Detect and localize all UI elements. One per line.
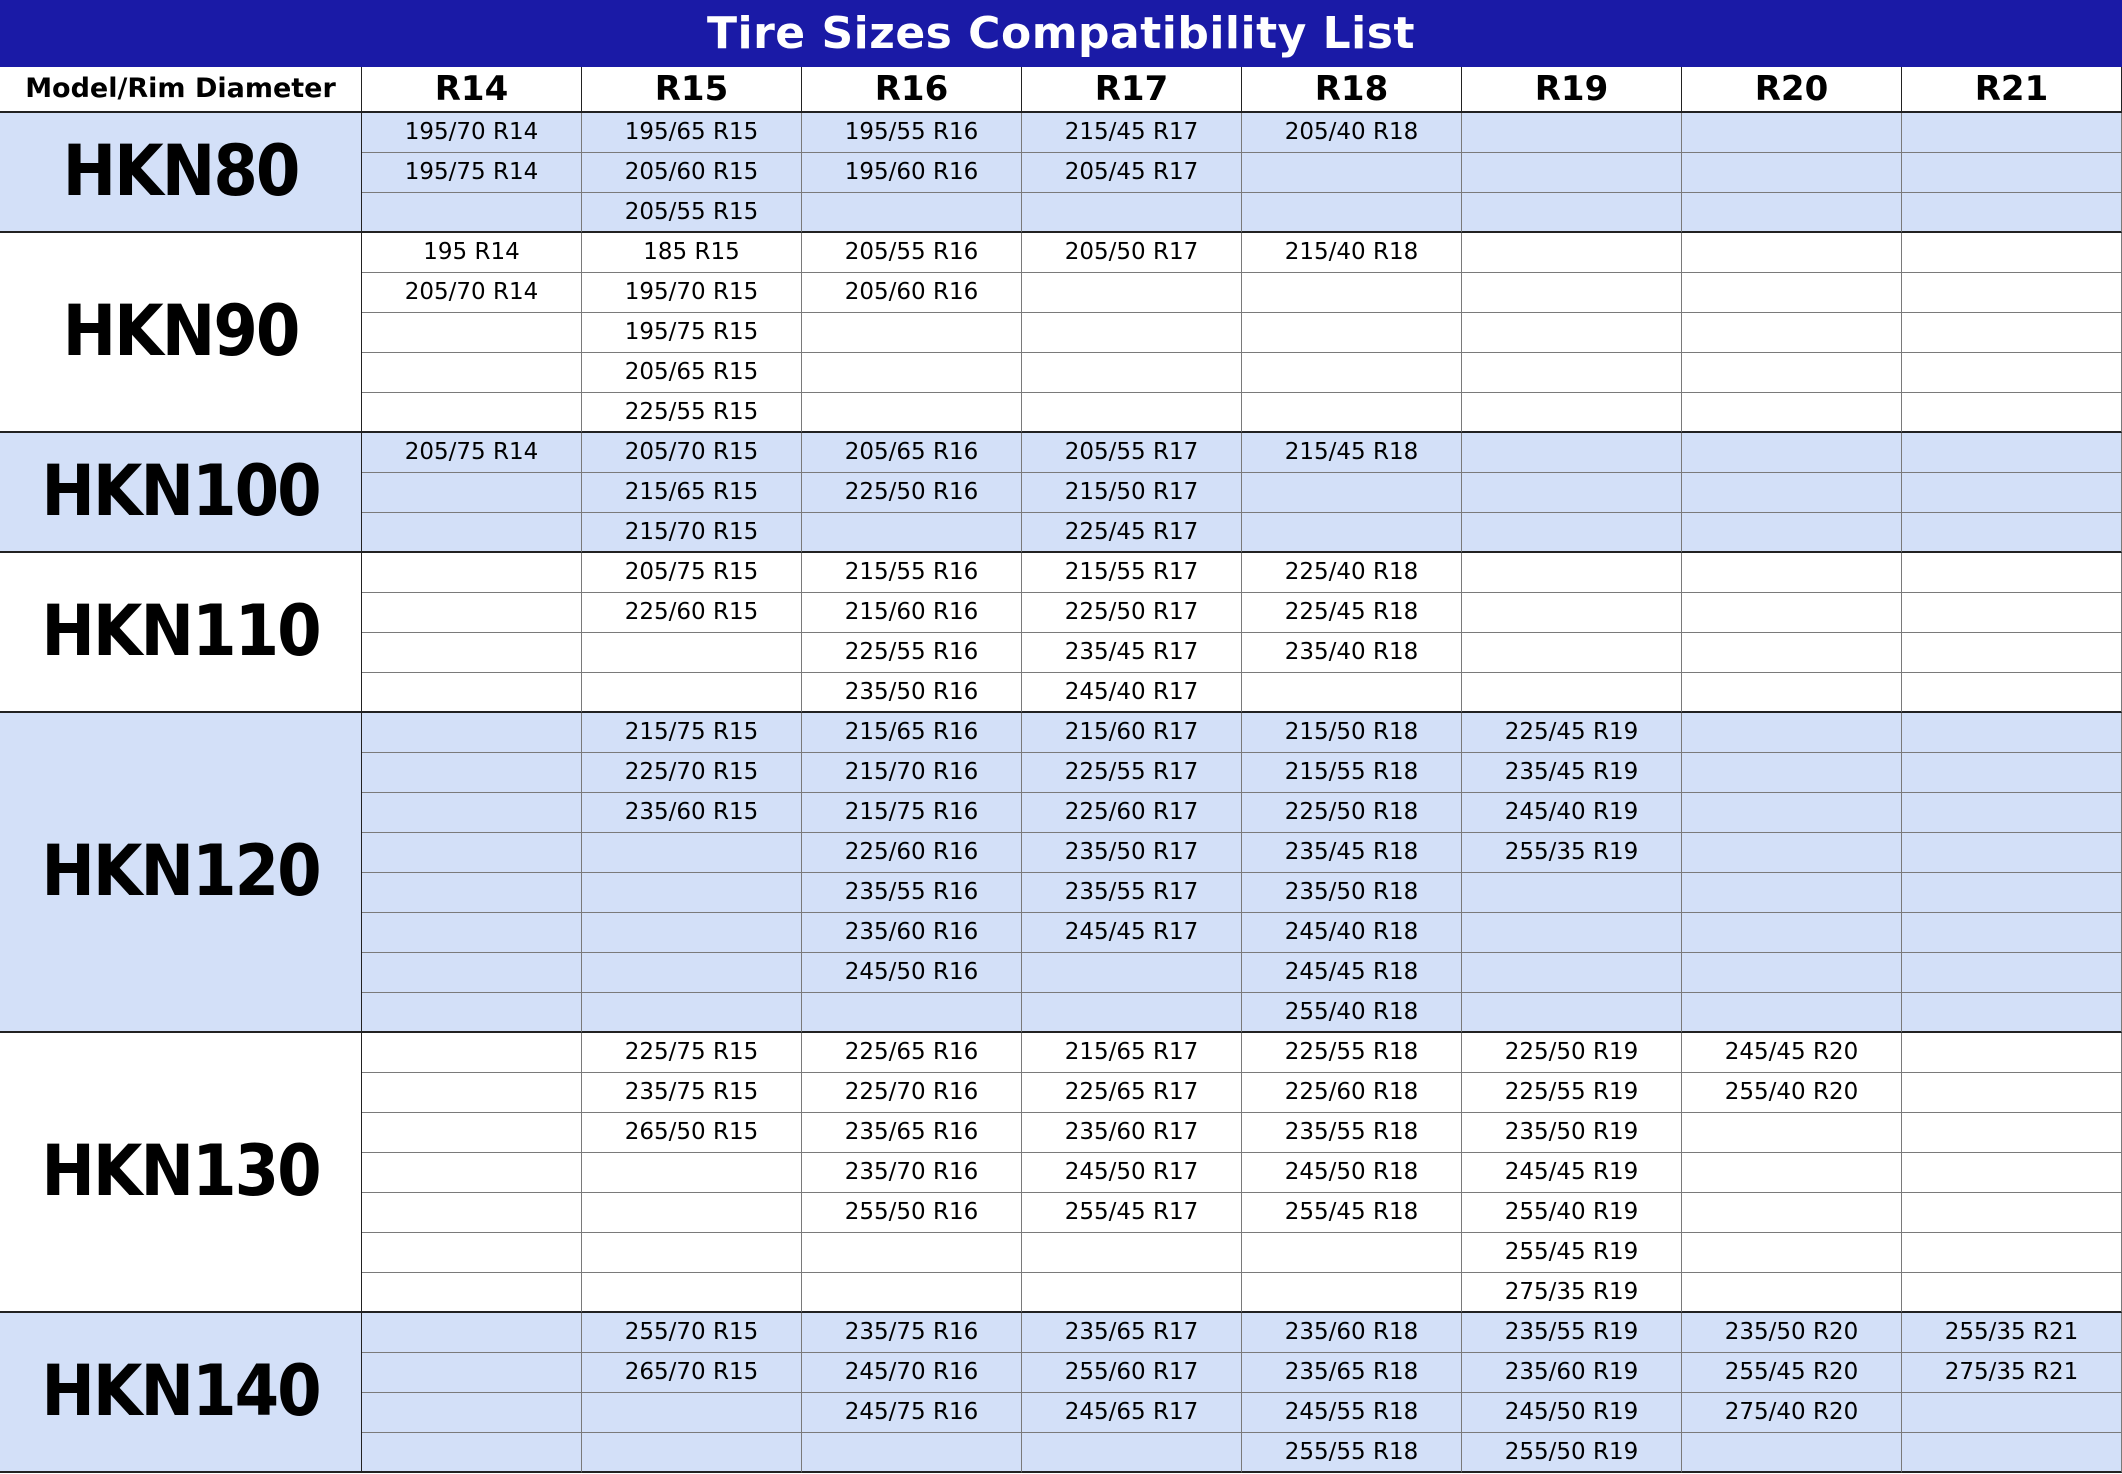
tire-size-cell: 225/40 R18 xyxy=(1242,553,1462,593)
tire-size-cell: 205/65 R15 xyxy=(582,353,802,393)
tire-size-cell xyxy=(1902,1233,2122,1273)
tire-size-cell xyxy=(1682,513,1902,553)
tire-size-cell xyxy=(1022,393,1242,433)
tire-size-cell xyxy=(362,953,582,993)
tire-size-cell: 235/55 R17 xyxy=(1022,873,1242,913)
tire-size-cell xyxy=(582,873,802,913)
tire-size-cell xyxy=(1022,993,1242,1033)
tire-size-cell: 255/40 R18 xyxy=(1242,993,1462,1033)
tire-size-cell xyxy=(1242,353,1462,393)
tire-size-cell: 235/60 R17 xyxy=(1022,1113,1242,1153)
tire-size-cell xyxy=(1462,593,1682,633)
tire-size-cell xyxy=(1682,1433,1902,1473)
tire-size-cell xyxy=(582,673,802,713)
tire-size-cell: 205/60 R16 xyxy=(802,273,1022,313)
tire-size-cell xyxy=(1682,593,1902,633)
tire-size-cell xyxy=(582,993,802,1033)
tire-size-cell xyxy=(1682,1233,1902,1273)
tire-size-cell: 195/60 R16 xyxy=(802,153,1022,193)
tire-size-cell: 245/75 R16 xyxy=(802,1393,1022,1433)
model-name: HKN90 xyxy=(62,291,299,373)
tire-size-cell xyxy=(1902,513,2122,553)
tire-size-cell xyxy=(802,1433,1022,1473)
tire-size-cell xyxy=(1462,913,1682,953)
tire-size-cell: 235/60 R16 xyxy=(802,913,1022,953)
tire-size-cell: 235/65 R18 xyxy=(1242,1353,1462,1393)
tire-size-cell xyxy=(1022,1273,1242,1313)
tire-size-cell xyxy=(362,833,582,873)
tire-size-cell: 235/45 R19 xyxy=(1462,753,1682,793)
tire-size-cell xyxy=(1462,433,1682,473)
tire-size-cell xyxy=(1462,513,1682,553)
tire-size-cell xyxy=(1682,273,1902,313)
tire-size-cell: 215/50 R17 xyxy=(1022,473,1242,513)
tire-size-cell: 235/60 R19 xyxy=(1462,1353,1682,1393)
tire-size-cell xyxy=(1902,913,2122,953)
tire-size-cell xyxy=(1902,433,2122,473)
model-name: HKN140 xyxy=(41,1351,320,1433)
tire-size-cell xyxy=(362,1073,582,1113)
tire-size-cell: 215/65 R17 xyxy=(1022,1033,1242,1073)
tire-size-cell xyxy=(1682,633,1902,673)
tire-size-cell xyxy=(582,1273,802,1313)
tire-size-cell xyxy=(1902,713,2122,753)
tire-size-cell: 255/55 R18 xyxy=(1242,1433,1462,1473)
tire-size-cell xyxy=(1022,353,1242,393)
tire-size-cell xyxy=(1902,473,2122,513)
tire-size-cell: 195/55 R16 xyxy=(802,113,1022,153)
model-label-hkn120 xyxy=(0,713,362,1033)
tire-size-cell: 225/65 R16 xyxy=(802,1033,1022,1073)
tire-size-cell: 255/45 R17 xyxy=(1022,1193,1242,1233)
tire-size-cell xyxy=(362,1433,582,1473)
tire-size-cell xyxy=(362,393,582,433)
tire-size-cell: 195/70 R14 xyxy=(362,113,582,153)
tire-size-cell xyxy=(1022,193,1242,233)
tire-size-cell xyxy=(1902,673,2122,713)
tire-size-cell: 225/55 R19 xyxy=(1462,1073,1682,1113)
model-name: HKN100 xyxy=(41,451,320,533)
tire-size-cell xyxy=(1462,553,1682,593)
tire-size-cell: 215/55 R18 xyxy=(1242,753,1462,793)
tire-size-cell xyxy=(1902,353,2122,393)
tire-size-cell: 225/65 R17 xyxy=(1022,1073,1242,1113)
tire-size-cell: 215/70 R16 xyxy=(802,753,1022,793)
tire-size-cell: 215/55 R16 xyxy=(802,553,1022,593)
tire-size-cell: 225/45 R17 xyxy=(1022,513,1242,553)
tire-size-cell xyxy=(1682,473,1902,513)
tire-size-cell: 245/45 R20 xyxy=(1682,1033,1902,1073)
tire-size-cell: 205/55 R16 xyxy=(802,233,1022,273)
tire-size-cell xyxy=(802,513,1022,553)
tire-size-cell: 195/70 R15 xyxy=(582,273,802,313)
tire-size-cell: 235/50 R18 xyxy=(1242,873,1462,913)
tire-size-cell: 225/55 R15 xyxy=(582,393,802,433)
tire-size-cell xyxy=(802,393,1022,433)
column-header-r19: R19 xyxy=(1462,67,1682,113)
tire-size-cell: 215/45 R17 xyxy=(1022,113,1242,153)
tire-size-cell: 245/65 R17 xyxy=(1022,1393,1242,1433)
tire-size-cell: 205/55 R15 xyxy=(582,193,802,233)
model-name: HKN130 xyxy=(41,1131,320,1213)
tire-size-cell xyxy=(1462,153,1682,193)
tire-size-cell xyxy=(582,1233,802,1273)
tire-size-cell xyxy=(1682,153,1902,193)
tire-size-cell: 235/50 R20 xyxy=(1682,1313,1902,1353)
tire-size-cell xyxy=(1682,393,1902,433)
tire-size-cell xyxy=(362,313,582,353)
tire-size-cell xyxy=(362,553,582,593)
tire-size-cell xyxy=(802,353,1022,393)
tire-size-cell: 265/70 R15 xyxy=(582,1353,802,1393)
tire-size-cell: 215/75 R15 xyxy=(582,713,802,753)
tire-size-cell: 225/75 R15 xyxy=(582,1033,802,1073)
tire-size-cell: 225/50 R16 xyxy=(802,473,1022,513)
tire-size-cell xyxy=(1682,113,1902,153)
column-header-r15: R15 xyxy=(582,67,802,113)
tire-size-cell xyxy=(1902,633,2122,673)
tire-size-cell: 195/75 R15 xyxy=(582,313,802,353)
tire-size-cell: 255/50 R19 xyxy=(1462,1433,1682,1473)
tire-size-cell xyxy=(1462,473,1682,513)
tire-size-cell: 205/55 R17 xyxy=(1022,433,1242,473)
tire-size-cell xyxy=(1902,1273,2122,1313)
tire-size-cell xyxy=(1462,873,1682,913)
tire-size-cell: 225/45 R19 xyxy=(1462,713,1682,753)
tire-size-cell: 275/40 R20 xyxy=(1682,1393,1902,1433)
tire-size-cell: 245/50 R16 xyxy=(802,953,1022,993)
tire-size-cell: 255/45 R20 xyxy=(1682,1353,1902,1393)
tire-size-cell xyxy=(1682,713,1902,753)
tire-size-cell: 255/35 R19 xyxy=(1462,833,1682,873)
tire-size-cell xyxy=(362,793,582,833)
tire-size-cell: 245/40 R17 xyxy=(1022,673,1242,713)
column-header-r17: R17 xyxy=(1022,67,1242,113)
tire-size-cell xyxy=(1682,833,1902,873)
tire-size-cell: 245/40 R19 xyxy=(1462,793,1682,833)
tire-size-cell xyxy=(1022,313,1242,353)
tire-size-cell xyxy=(1682,753,1902,793)
column-header-r14: R14 xyxy=(362,67,582,113)
tire-size-cell: 245/45 R18 xyxy=(1242,953,1462,993)
tire-size-cell xyxy=(1682,353,1902,393)
tire-size-cell: 245/55 R18 xyxy=(1242,1393,1462,1433)
tire-size-cell: 255/40 R19 xyxy=(1462,1193,1682,1233)
tire-size-cell: 235/75 R16 xyxy=(802,1313,1022,1353)
tire-size-cell: 225/50 R17 xyxy=(1022,593,1242,633)
tire-size-cell: 275/35 R21 xyxy=(1902,1353,2122,1393)
tire-size-cell xyxy=(362,353,582,393)
tire-size-cell: 245/50 R19 xyxy=(1462,1393,1682,1433)
tire-size-cell xyxy=(1022,953,1242,993)
tire-size-cell: 215/70 R15 xyxy=(582,513,802,553)
tire-size-cell: 245/40 R18 xyxy=(1242,913,1462,953)
tire-size-cell: 245/50 R18 xyxy=(1242,1153,1462,1193)
tire-size-cell xyxy=(1022,1433,1242,1473)
tire-size-cell xyxy=(582,633,802,673)
model-name: HKN110 xyxy=(41,591,320,673)
column-header-r21: R21 xyxy=(1902,67,2122,113)
tire-size-cell: 225/50 R19 xyxy=(1462,1033,1682,1073)
tire-size-cell: 235/50 R19 xyxy=(1462,1113,1682,1153)
tire-size-cell: 205/65 R16 xyxy=(802,433,1022,473)
tire-size-cell xyxy=(362,473,582,513)
tire-size-cell xyxy=(1902,953,2122,993)
tire-size-cell: 235/60 R18 xyxy=(1242,1313,1462,1353)
tire-size-cell xyxy=(1242,513,1462,553)
tire-size-cell xyxy=(362,1193,582,1233)
tire-size-cell: 225/55 R16 xyxy=(802,633,1022,673)
tire-size-cell xyxy=(1242,1273,1462,1313)
tire-size-cell: 205/70 R14 xyxy=(362,273,582,313)
tire-size-cell: 225/60 R16 xyxy=(802,833,1022,873)
tire-size-cell: 225/50 R18 xyxy=(1242,793,1462,833)
tire-size-cell xyxy=(1682,193,1902,233)
tire-size-cell xyxy=(1682,953,1902,993)
tire-size-cell: 225/60 R15 xyxy=(582,593,802,633)
tire-size-cell xyxy=(802,1273,1022,1313)
tire-size-cell xyxy=(582,1393,802,1433)
tire-size-cell xyxy=(1902,553,2122,593)
tire-size-cell xyxy=(1242,153,1462,193)
tire-size-cell xyxy=(1682,873,1902,913)
model-label-hkn90 xyxy=(0,233,362,433)
tire-size-cell xyxy=(362,1113,582,1153)
tire-size-cell: 255/60 R17 xyxy=(1022,1353,1242,1393)
tire-size-cell: 215/65 R15 xyxy=(582,473,802,513)
tire-size-cell: 195 R14 xyxy=(362,233,582,273)
tire-size-cell: 235/55 R16 xyxy=(802,873,1022,913)
tire-size-cell: 205/60 R15 xyxy=(582,153,802,193)
tire-size-cell xyxy=(1682,793,1902,833)
tire-size-cell xyxy=(1902,393,2122,433)
tire-size-cell xyxy=(1902,873,2122,913)
tire-size-cell xyxy=(362,1313,582,1353)
model-label-hkn100 xyxy=(0,433,362,553)
tire-size-cell xyxy=(362,993,582,1033)
tire-size-cell xyxy=(1682,993,1902,1033)
tire-size-cell xyxy=(1242,273,1462,313)
tire-size-cell xyxy=(1682,553,1902,593)
model-label-hkn110 xyxy=(0,553,362,713)
tire-size-cell xyxy=(1902,153,2122,193)
model-name: HKN80 xyxy=(62,131,299,213)
tire-size-cell xyxy=(1242,393,1462,433)
tire-size-cell xyxy=(1902,1033,2122,1073)
tire-size-cell xyxy=(802,193,1022,233)
tire-size-cell xyxy=(362,1353,582,1393)
tire-size-cell xyxy=(1902,753,2122,793)
column-header-r20: R20 xyxy=(1682,67,1902,113)
tire-size-cell: 235/55 R19 xyxy=(1462,1313,1682,1353)
tire-size-cell: 255/35 R21 xyxy=(1902,1313,2122,1353)
tire-size-cell: 205/70 R15 xyxy=(582,433,802,473)
tire-size-cell xyxy=(1682,913,1902,953)
tire-size-cell: 235/45 R17 xyxy=(1022,633,1242,673)
tire-size-cell xyxy=(1682,1153,1902,1193)
tire-size-cell xyxy=(1462,953,1682,993)
tire-size-cell xyxy=(362,1153,582,1193)
tire-size-cell: 235/50 R17 xyxy=(1022,833,1242,873)
tire-size-cell xyxy=(362,1233,582,1273)
tire-size-cell: 235/55 R18 xyxy=(1242,1113,1462,1153)
tire-size-cell xyxy=(1242,673,1462,713)
model-name: HKN120 xyxy=(41,831,320,913)
tire-size-cell: 205/75 R15 xyxy=(582,553,802,593)
tire-size-cell xyxy=(1242,193,1462,233)
tire-size-cell xyxy=(1462,673,1682,713)
tire-size-cell: 215/50 R18 xyxy=(1242,713,1462,753)
tire-size-cell: 205/45 R17 xyxy=(1022,153,1242,193)
tire-size-cell xyxy=(582,1153,802,1193)
tire-size-cell: 235/75 R15 xyxy=(582,1073,802,1113)
tire-size-cell: 215/75 R16 xyxy=(802,793,1022,833)
tire-size-cell: 235/65 R17 xyxy=(1022,1313,1242,1353)
tire-size-cell xyxy=(1462,193,1682,233)
tire-size-cell: 225/45 R18 xyxy=(1242,593,1462,633)
tire-size-cell xyxy=(1462,233,1682,273)
tire-size-cell: 235/40 R18 xyxy=(1242,633,1462,673)
tire-size-cell xyxy=(1902,1073,2122,1113)
tire-size-cell xyxy=(1902,593,2122,633)
tire-size-cell xyxy=(1902,833,2122,873)
tire-size-cell xyxy=(1462,353,1682,393)
tire-size-cell xyxy=(1022,273,1242,313)
tire-size-cell xyxy=(1902,793,2122,833)
tire-size-cell xyxy=(802,993,1022,1033)
tire-size-cell xyxy=(1682,313,1902,353)
tire-size-cell xyxy=(1242,473,1462,513)
tire-size-cell xyxy=(362,1273,582,1313)
tire-size-cell: 225/70 R15 xyxy=(582,753,802,793)
tire-size-cell: 245/45 R17 xyxy=(1022,913,1242,953)
tire-size-cell: 245/50 R17 xyxy=(1022,1153,1242,1193)
tire-size-cell xyxy=(802,1233,1022,1273)
tire-size-cell: 225/60 R17 xyxy=(1022,793,1242,833)
tire-size-cell: 235/45 R18 xyxy=(1242,833,1462,873)
tire-size-cell xyxy=(582,953,802,993)
tire-size-cell: 195/65 R15 xyxy=(582,113,802,153)
tire-size-cell: 215/60 R16 xyxy=(802,593,1022,633)
tire-size-cell xyxy=(362,913,582,953)
tire-size-cell: 275/35 R19 xyxy=(1462,1273,1682,1313)
model-label-hkn140 xyxy=(0,1313,362,1473)
tire-size-cell xyxy=(1902,1393,2122,1433)
tire-size-cell xyxy=(362,713,582,753)
tire-size-cell xyxy=(1242,313,1462,353)
tire-size-cell: 235/60 R15 xyxy=(582,793,802,833)
tire-size-cell xyxy=(1902,313,2122,353)
tire-size-cell xyxy=(1902,1433,2122,1473)
tire-size-cell xyxy=(1902,993,2122,1033)
tire-size-cell xyxy=(362,873,582,913)
tire-size-cell xyxy=(582,913,802,953)
tire-size-cell: 255/50 R16 xyxy=(802,1193,1022,1233)
tire-size-cell xyxy=(1462,313,1682,353)
tire-size-cell xyxy=(582,833,802,873)
header-corner-label: Model/Rim Diameter xyxy=(0,67,362,113)
page-title: Tire Sizes Compatibility List xyxy=(0,0,2122,67)
tire-size-cell xyxy=(1902,273,2122,313)
tire-size-cell: 195/75 R14 xyxy=(362,153,582,193)
tire-size-cell: 255/40 R20 xyxy=(1682,1073,1902,1113)
tire-size-cell: 225/70 R16 xyxy=(802,1073,1022,1113)
tire-size-cell xyxy=(362,753,582,793)
tire-size-cell: 225/60 R18 xyxy=(1242,1073,1462,1113)
model-label-hkn80 xyxy=(0,113,362,233)
tire-size-cell: 245/70 R16 xyxy=(802,1353,1022,1393)
tire-size-cell xyxy=(1462,113,1682,153)
tire-size-cell xyxy=(1682,233,1902,273)
tire-size-cell xyxy=(1462,273,1682,313)
tire-size-cell: 215/45 R18 xyxy=(1242,433,1462,473)
model-label-hkn130 xyxy=(0,1033,362,1313)
tire-size-cell: 215/55 R17 xyxy=(1022,553,1242,593)
tire-size-cell xyxy=(362,1393,582,1433)
tire-size-cell xyxy=(582,1433,802,1473)
tire-size-cell: 245/45 R19 xyxy=(1462,1153,1682,1193)
tire-size-cell: 235/70 R16 xyxy=(802,1153,1022,1193)
column-header-r18: R18 xyxy=(1242,67,1462,113)
tire-size-cell xyxy=(362,513,582,553)
tire-size-cell: 185 R15 xyxy=(582,233,802,273)
tire-size-cell xyxy=(1902,193,2122,233)
tire-size-cell xyxy=(362,1033,582,1073)
tire-size-cell: 225/55 R18 xyxy=(1242,1033,1462,1073)
tire-size-cell xyxy=(1902,113,2122,153)
tire-size-cell: 235/65 R16 xyxy=(802,1113,1022,1153)
tire-size-cell: 205/75 R14 xyxy=(362,433,582,473)
tire-size-cell: 205/40 R18 xyxy=(1242,113,1462,153)
column-header-r16: R16 xyxy=(802,67,1022,113)
tire-size-cell xyxy=(1462,993,1682,1033)
tire-size-cell: 255/45 R19 xyxy=(1462,1233,1682,1273)
tire-size-cell xyxy=(1242,1233,1462,1273)
tire-size-cell xyxy=(802,313,1022,353)
tire-size-cell xyxy=(1682,1193,1902,1233)
tire-size-cell xyxy=(1462,393,1682,433)
tire-size-cell: 225/55 R17 xyxy=(1022,753,1242,793)
tire-size-cell: 205/50 R17 xyxy=(1022,233,1242,273)
tire-size-cell xyxy=(1902,1113,2122,1153)
tire-size-cell: 215/40 R18 xyxy=(1242,233,1462,273)
tire-size-cell xyxy=(1682,1273,1902,1313)
tire-size-cell xyxy=(1682,1113,1902,1153)
tire-size-cell: 255/70 R15 xyxy=(582,1313,802,1353)
tire-size-cell xyxy=(1682,433,1902,473)
tire-size-cell xyxy=(362,673,582,713)
tire-size-cell: 215/60 R17 xyxy=(1022,713,1242,753)
tire-size-cell xyxy=(1902,1153,2122,1193)
tire-size-cell xyxy=(582,1193,802,1233)
tire-size-cell: 255/45 R18 xyxy=(1242,1193,1462,1233)
tire-size-cell xyxy=(1902,233,2122,273)
tire-size-cell xyxy=(1022,1233,1242,1273)
tire-size-cell xyxy=(1462,633,1682,673)
tire-size-cell: 235/50 R16 xyxy=(802,673,1022,713)
tire-size-cell xyxy=(362,193,582,233)
tire-size-cell: 265/50 R15 xyxy=(582,1113,802,1153)
tire-size-cell xyxy=(1682,673,1902,713)
tire-size-cell xyxy=(1902,1193,2122,1233)
tire-size-cell xyxy=(362,593,582,633)
tire-size-cell: 215/65 R16 xyxy=(802,713,1022,753)
tire-size-cell xyxy=(362,633,582,673)
